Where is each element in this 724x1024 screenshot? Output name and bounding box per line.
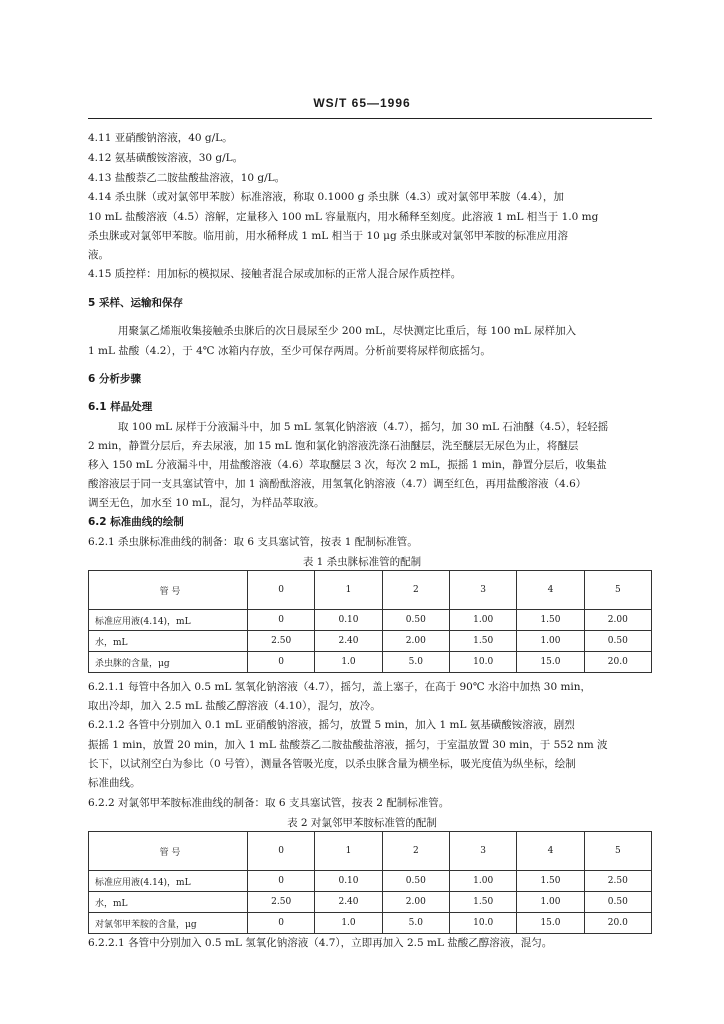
section-6-1-title: 6.1 样品处理 [88,401,153,413]
table-cell: 2.00 [584,610,651,631]
table-cell: 20.0 [584,913,651,934]
table-row [89,871,652,892]
table-2 [88,831,652,934]
table-cell: 1.0 [315,913,382,934]
table-cell: 1.50 [449,631,516,652]
table-cell: 0 [248,871,315,892]
section-6-title: 6 分析步骤 [88,373,141,385]
table-cell: 标准应用液(4.14)，mL [89,610,248,631]
section-6-2-1-2-line4: 标准曲线。 [88,777,141,789]
table-cell: 1.00 [449,610,516,631]
table-cell: 1.50 [517,610,584,631]
table-cell: 管 号 [89,832,248,871]
table-cell: 0.50 [382,610,449,631]
section-6-1-line5: 调至无色，加水至 10 mL，混匀，为样品萃取液。 [88,497,325,509]
table-cell: 1.50 [449,892,516,913]
table-cell: 5 [584,832,651,871]
item-4-13: 4.13 盐酸萘乙二胺盐酸盐溶液，10 g/L。 [88,172,286,184]
table-cell: 1 [315,832,382,871]
table-cell: 1.0 [315,652,382,673]
table-2-header-row [89,832,652,871]
table-cell: 1.00 [449,871,516,892]
section-6-1-line4: 酸溶液层于同一支具塞试管中，加 1 滴酚酞溶液，用氢氧化钠溶液（4.7）调至红色，再用盐酸溶液（4.6） [88,478,587,490]
table-cell: 水，mL [89,892,248,913]
section-6-2-1-2-line2: 振摇 1 min，放置 20 min，加入 1 mL 盐酸萘乙二胺盐酸盐溶液，摇匀，于室温放置 30 min，于 552 nm 波 [88,739,608,751]
table-cell: 2 [382,832,449,871]
section-6-2-2-1: 6.2.2.1 各管中分别加入 0.5 mL 氢氧化钠溶液（4.7），立即再加入 2.5 mL 盐酸乙醇溶液，混匀。 [88,937,553,949]
table-cell: 2.40 [315,631,382,652]
table-cell: 对氯邻甲苯胺的含量，μg [89,913,248,934]
table-2-caption: 表 2 对氯邻甲苯胺标准管的配制 [287,817,437,829]
item-4-15: 4.15 质控样：用加标的模拟尿、接触者混合尿或加标的正常人混合尿作质控样。 [88,268,462,280]
section-5-para-line2: 1 mL 盐酸（4.2），于 4℃ 冰箱内存放，至少可保存两周。分析前要将尿样彻底摇匀。 [88,345,491,357]
table-cell: 0 [248,610,315,631]
table-1-header-row [89,571,652,610]
table-cell: 15.0 [517,913,584,934]
table-cell: 2.40 [315,892,382,913]
section-6-1-line1: 取 100 mL 尿样于分液漏斗中，加 5 mL 氢氧化钠溶液（4.7），摇匀，加 30 mL 石油醚（4.5），轻轻摇 [118,421,609,433]
table-cell: 2.00 [382,892,449,913]
table-cell: 4 [517,571,584,610]
table-cell: 5.0 [382,913,449,934]
table-cell: 管 号 [89,571,248,610]
table-cell: 3 [449,571,516,610]
table-cell: 1 [315,571,382,610]
section-6-2-1-2-line3: 长下，以试剂空白为参比（0 号管），测量各管吸光度，以杀虫脒含量为横坐标，吸光度值为纵坐标，绘制 [88,758,576,770]
section-6-2-title: 6.2 标准曲线的绘制 [88,516,184,528]
section-6-1-line3: 移入 150 mL 分液漏斗中，用盐酸溶液（4.6）萃取醚层 3 次，每次 2 mL，振摇 1 min，静置分层后，收集盐 [88,459,607,471]
section-5-title: 5 采样、运输和保存 [88,297,183,309]
table-row [89,610,652,631]
table-cell: 10.0 [449,652,516,673]
table-cell: 0 [248,571,315,610]
standard-code-header: WS/T 65—1996 [313,96,411,110]
table-cell: 0.50 [584,892,651,913]
table-cell: 2.50 [248,631,315,652]
table-cell: 1.00 [517,892,584,913]
table-row [89,913,652,934]
item-4-14-line1: 4.14 杀虫脒（或对氯邻甲苯胺）标准溶液，称取 0.1000 g 杀虫脒（4.3）或对氯邻甲苯胺（4.4），加 [88,191,564,203]
table-cell: 5.0 [382,652,449,673]
table-cell: 1.50 [517,871,584,892]
table-cell: 2.50 [584,871,651,892]
table-row [89,652,652,673]
table-cell: 3 [449,832,516,871]
section-6-2-1-2-line1: 6.2.1.2 各管中分别加入 0.1 mL 亚硝酸钠溶液，摇匀，放置 5 min，加入 1 mL 氨基磺酸铵溶液，剧烈 [88,719,575,731]
table-cell: 2 [382,571,449,610]
section-6-2-2: 6.2.2 对氯邻甲苯胺标准曲线的制备：取 6 支具塞试管，按表 2 配制标准管。 [88,797,450,809]
section-6-1-line2: 2 min，静置分层后，弃去尿液，加 15 mL 饱和氯化钠溶液洗涤石油醚层，洗至醚层无尿色为止，将醚层 [88,440,579,452]
item-4-14-line2: 10 mL 盐酸溶液（4.5）溶解，定量移入 100 mL 容量瓶内，用水稀释至刻度。此溶液 1 mL 相当于 1.0 mg [88,211,599,223]
table-cell: 2.50 [248,892,315,913]
table-row [89,892,652,913]
table-cell: 0 [248,913,315,934]
table-cell: 标准应用液(4.14)，mL [89,871,248,892]
table-1-caption: 表 1 杀虫脒标准管的配制 [302,556,422,568]
table-cell: 4 [517,832,584,871]
table-cell: 0 [248,652,315,673]
table-row [89,631,652,652]
table-cell: 2.00 [382,631,449,652]
table-cell: 0.10 [315,610,382,631]
table-cell: 5 [584,571,651,610]
table-cell: 0.10 [315,871,382,892]
table-cell: 1.00 [517,631,584,652]
section-6-2-1: 6.2.1 杀虫脒标准曲线的制备：取 6 支具塞试管，按表 1 配制标准管。 [88,536,418,548]
table-cell: 15.0 [517,652,584,673]
item-4-14-line4: 液。 [88,249,109,261]
header-rule [88,118,652,119]
table-1 [88,570,652,673]
item-4-11: 4.11 亚硝酸钠溶液，40 g/L。 [88,132,233,144]
table-cell: 杀虫脒的含量，μg [89,652,248,673]
table-cell: 0.50 [584,631,651,652]
table-cell: 20.0 [584,652,651,673]
table-cell: 水，mL [89,631,248,652]
section-6-2-1-1-line2: 取出冷却，加入 2.5 mL 盐酸乙醇溶液（4.10），混匀，放冷。 [88,700,381,712]
section-6-2-1-1-line1: 6.2.1.1 每管中各加入 0.5 mL 氢氧化钠溶液（4.7），摇匀，盖上塞子，在高于 90℃ 水浴中加热 30 min， [88,681,592,693]
section-5-para-line1: 用聚氯乙烯瓶收集接触杀虫脒后的次日晨尿至少 200 mL，尽快测定比重后，每 100 mL 尿样加入 [118,325,577,337]
item-4-14-line3: 杀虫脒或对氯邻甲苯胺。临用前，用水稀释成 1 mL 相当于 10 μg 杀虫脒或对氯邻甲苯胺的标准应用溶 [88,230,569,242]
table-cell: 10.0 [449,913,516,934]
item-4-12: 4.12 氨基磺酸铵溶液，30 g/L。 [88,152,244,164]
table-cell: 0.50 [382,871,449,892]
table-cell: 0 [248,832,315,871]
